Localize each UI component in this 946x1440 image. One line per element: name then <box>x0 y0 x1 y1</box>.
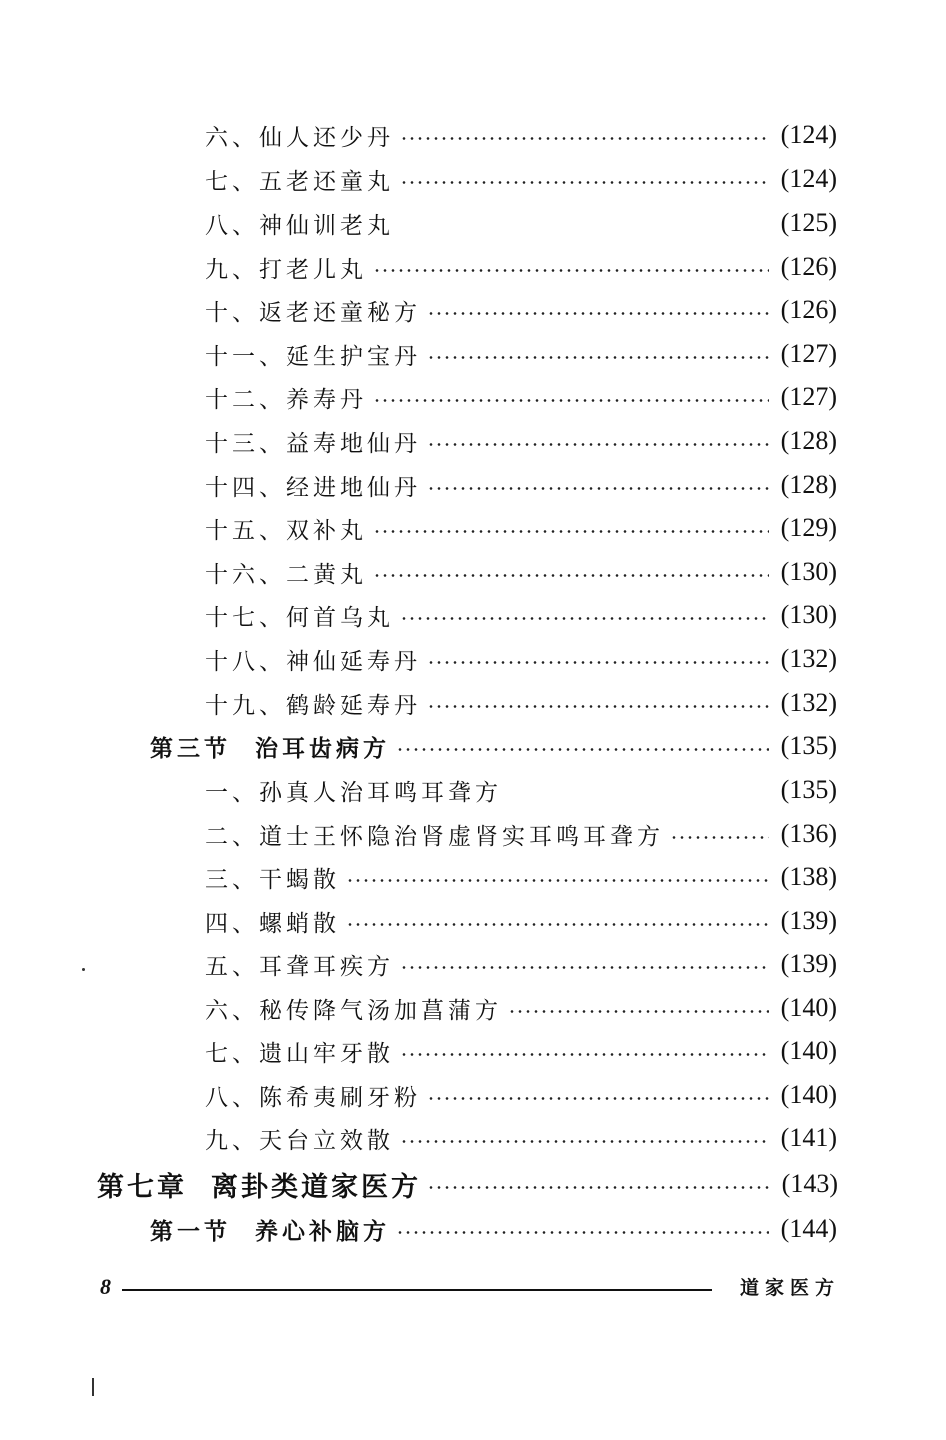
entry-title: 十六、二黄丸 <box>205 561 367 588</box>
entry-title: 二、道士王怀隐治肾虚肾实耳鸣耳聋方 <box>205 823 664 850</box>
entry-page: (135) <box>780 775 837 804</box>
toc-entry <box>205 468 837 502</box>
entry-title: 十、返老还童秘方 <box>205 299 421 326</box>
book-title: 道家医方 <box>739 1277 840 1299</box>
entry-title: 八、神仙训老丸 <box>205 212 394 239</box>
entry-title: 三、干蝎散 <box>205 866 340 893</box>
entry-title: 九、天台立效散 <box>205 1127 394 1154</box>
dot-leader <box>508 1010 769 1013</box>
toc-entry <box>205 118 837 152</box>
dot-leader <box>427 312 769 315</box>
toc-entry <box>205 555 837 589</box>
entry-page: (127) <box>780 339 837 368</box>
section-page: (135) <box>780 731 837 760</box>
entry-page: (125) <box>780 208 837 237</box>
chapter-title <box>97 1165 421 1204</box>
entry-page: (129) <box>780 513 837 542</box>
dot-leader <box>400 1053 769 1056</box>
toc-section-heading <box>150 729 837 763</box>
section-number: 第三节 <box>150 734 231 762</box>
dot-leader <box>427 487 769 490</box>
dot-leader <box>400 617 769 620</box>
dot-leader <box>373 574 769 577</box>
toc-entry <box>205 293 837 327</box>
toc-entry <box>205 337 837 371</box>
dot-leader <box>396 1231 769 1234</box>
dot-leader <box>346 879 769 882</box>
dot-leader <box>373 530 769 533</box>
chapter-name: 离卦类道家医方 <box>211 1171 421 1203</box>
dot-leader <box>396 748 769 751</box>
dot-leader <box>427 443 769 446</box>
section-name: 治耳齿病方 <box>255 734 390 762</box>
entry-page: (141) <box>780 1123 837 1152</box>
dot-leader <box>400 1140 769 1143</box>
entry-title: 十九、鹤龄延寿丹 <box>205 692 421 719</box>
entry-page: (124) <box>780 120 837 149</box>
entry-title: 一、孙真人治耳鸣耳聋方 <box>205 779 502 806</box>
entry-title: 五、耳聋耳疾方 <box>205 953 394 980</box>
toc-entry <box>205 642 837 676</box>
entry-title: 六、秘传降气汤加菖蒲方 <box>205 997 502 1024</box>
entry-page: (124) <box>780 164 837 193</box>
entry-title: 十三、益寿地仙丹 <box>205 430 421 457</box>
entry-title: 七、遗山牢牙散 <box>205 1040 394 1067</box>
entry-page: (130) <box>780 600 837 629</box>
entry-page: (139) <box>780 949 837 978</box>
toc-entry <box>205 380 837 414</box>
chapter-page: (143) <box>781 1169 838 1198</box>
page-number: 8 <box>100 1274 111 1299</box>
section-page: (144) <box>780 1214 837 1243</box>
dot-leader <box>346 923 769 926</box>
entry-title: 九、打老儿丸 <box>205 256 367 283</box>
entry-page: (128) <box>780 470 837 499</box>
entry-title: 八、陈希夷刷牙粉 <box>205 1084 421 1111</box>
entry-title: 十八、神仙延寿丹 <box>205 648 421 675</box>
dot-leader <box>427 1097 769 1100</box>
section-name: 养心补脑方 <box>255 1217 390 1245</box>
toc-entry <box>205 162 837 196</box>
scan-mark <box>92 1378 94 1396</box>
toc-entry <box>205 773 837 807</box>
entry-page: (136) <box>780 819 837 848</box>
entry-page: (138) <box>780 862 837 891</box>
entry-title: 十七、何首乌丸 <box>205 604 394 631</box>
dot-leader <box>427 1186 770 1189</box>
entry-title: 六、仙人还少丹 <box>205 124 394 151</box>
entry-page: (127) <box>780 382 837 411</box>
section-number: 第一节 <box>150 1217 231 1245</box>
scan-speck <box>82 968 85 971</box>
dot-leader <box>373 269 769 272</box>
dot-leader <box>427 661 769 664</box>
entry-page: (126) <box>780 252 837 281</box>
section-title <box>150 730 390 763</box>
entry-title: 七、五老还童丸 <box>205 168 394 195</box>
entry-page: (130) <box>780 557 837 586</box>
toc-section-heading <box>150 1212 837 1246</box>
entry-page: (140) <box>780 1080 837 1109</box>
toc-entry <box>205 424 837 458</box>
entry-title: 十一、延生护宝丹 <box>205 343 421 370</box>
dot-leader <box>670 836 769 839</box>
entry-page: (132) <box>780 644 837 673</box>
toc-entry <box>205 598 837 632</box>
page-footer <box>100 1272 840 1302</box>
dot-leader <box>400 137 769 140</box>
entry-title: 十四、经进地仙丹 <box>205 474 421 501</box>
entry-page: (128) <box>780 426 837 455</box>
dot-leader <box>427 356 769 359</box>
toc-entry <box>205 511 837 545</box>
toc-entry <box>205 860 837 894</box>
dot-leader <box>400 966 769 969</box>
entry-title: 十五、双补丸 <box>205 517 367 544</box>
toc-entry <box>205 1078 837 1112</box>
dot-leader <box>373 399 769 402</box>
toc-entry <box>205 1034 837 1068</box>
toc-entry <box>205 250 837 284</box>
toc-entry <box>205 904 837 938</box>
toc-chapter-heading <box>97 1167 838 1201</box>
toc-entry <box>205 947 837 981</box>
entry-page: (140) <box>780 993 837 1022</box>
entry-page: (139) <box>780 906 837 935</box>
dot-leader <box>427 705 769 708</box>
entry-page: (132) <box>780 688 837 717</box>
entry-page: (140) <box>780 1036 837 1065</box>
toc-entry <box>205 991 837 1025</box>
entry-page: (126) <box>780 295 837 324</box>
footer-rule <box>122 1289 712 1291</box>
dot-leader <box>400 181 769 184</box>
toc-entry <box>205 1121 837 1155</box>
chapter-number: 第七章 <box>97 1171 187 1203</box>
toc-entry <box>205 206 837 240</box>
entry-title: 十二、养寿丹 <box>205 386 367 413</box>
entry-title: 四、螺蛸散 <box>205 910 340 937</box>
toc-entry <box>205 686 837 720</box>
toc-entry <box>205 817 837 851</box>
section-title <box>150 1213 390 1246</box>
